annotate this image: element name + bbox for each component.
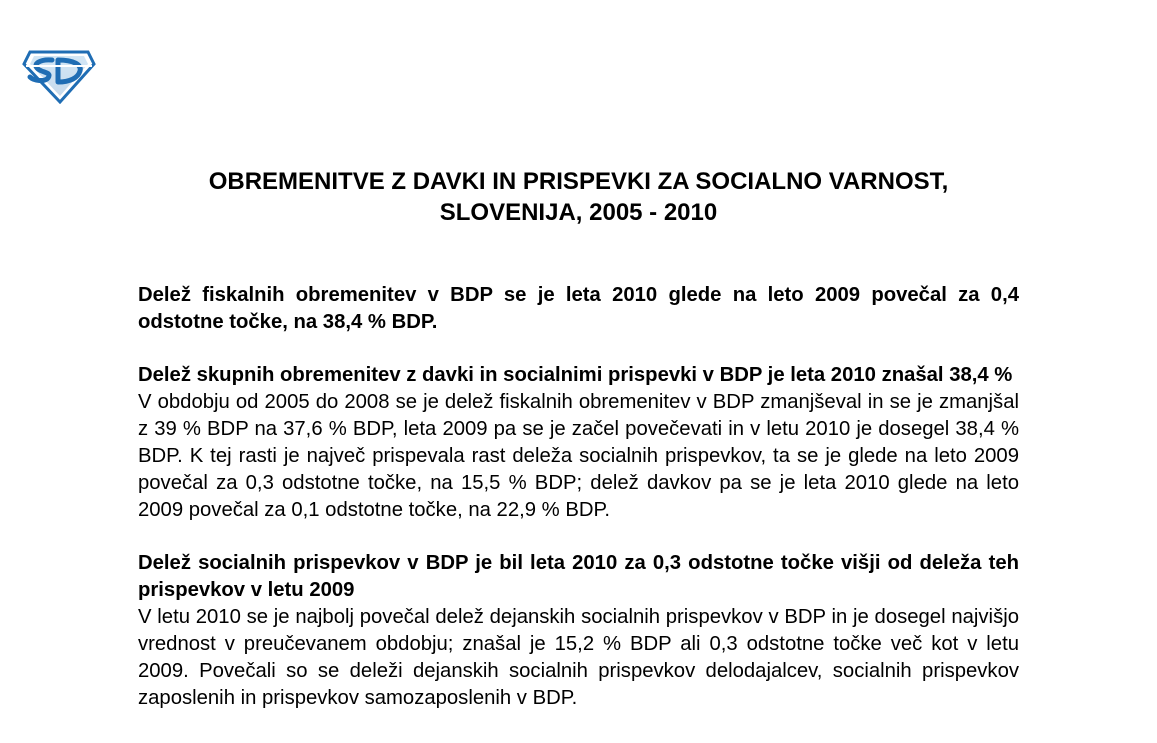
title-line-2: SLOVENIJA, 2005 - 2010 bbox=[439, 199, 718, 226]
document-title bbox=[0, 166, 1157, 228]
sd-diamond-logo-icon bbox=[22, 48, 96, 104]
paragraph-gap bbox=[138, 524, 1019, 550]
sd-logo bbox=[22, 48, 96, 104]
title-line-1: OBREMENITVE Z DAVKI IN PRISPEVKI ZA SOCIALNO VARNOST, bbox=[208, 168, 949, 195]
section-1-heading: Delež fiskalnih obremenitev v BDP se je leta 2010 glede na leto 2009 povečal za 0,4 odstotne točke, na 38,4 % BDP. bbox=[138, 284, 1019, 333]
section-2-heading: Delež skupnih obremenitev z davki in socialnimi prispevki v BDP je leta 2010 znašal 38,4 % bbox=[138, 364, 1013, 386]
paragraph-gap bbox=[138, 336, 1019, 362]
section-3-heading: Delež socialnih prispevkov v BDP je bil leta 2010 za 0,3 odstotne točke višji od deleža teh prispevkov v letu 2009 bbox=[138, 552, 1019, 601]
section-3-body: V letu 2010 se je najbolj povečal delež dejanskih socialnih prispevkov v BDP in je dosegel najvišjo vrednost v preučevanem obdobju; znašal je 15,2 % BDP ali 0,3 odstotne točke več kot v letu 2009. Povečali so se deleži dejanskih socialnih prispevkov delodajalcev, socialnih prispevkov zaposlenih in prispevkov samozaposlenih v BDP. bbox=[138, 606, 1019, 709]
section-2-body: V obdobju od 2005 do 2008 se je delež fiskalnih obremenitev v BDP zmanjševal in se je zmanjšal z 39 % BDP na 37,6 % BDP, leta 2009 pa se je začel povečevati in v letu 2010 je dosegel 38,4 % BDP. K tej rasti je največ prispevala rast deleža socialnih prispevkov, ta se je glede na leto 2009 povečal za 0,3 odstotne točke, na 15,5 % BDP; delež davkov pa se je leta 2010 glede na leto 2009 povečal za 0,1 odstotne točke, na 22,9 % BDP. bbox=[138, 391, 1019, 521]
document-body bbox=[138, 282, 1019, 712]
